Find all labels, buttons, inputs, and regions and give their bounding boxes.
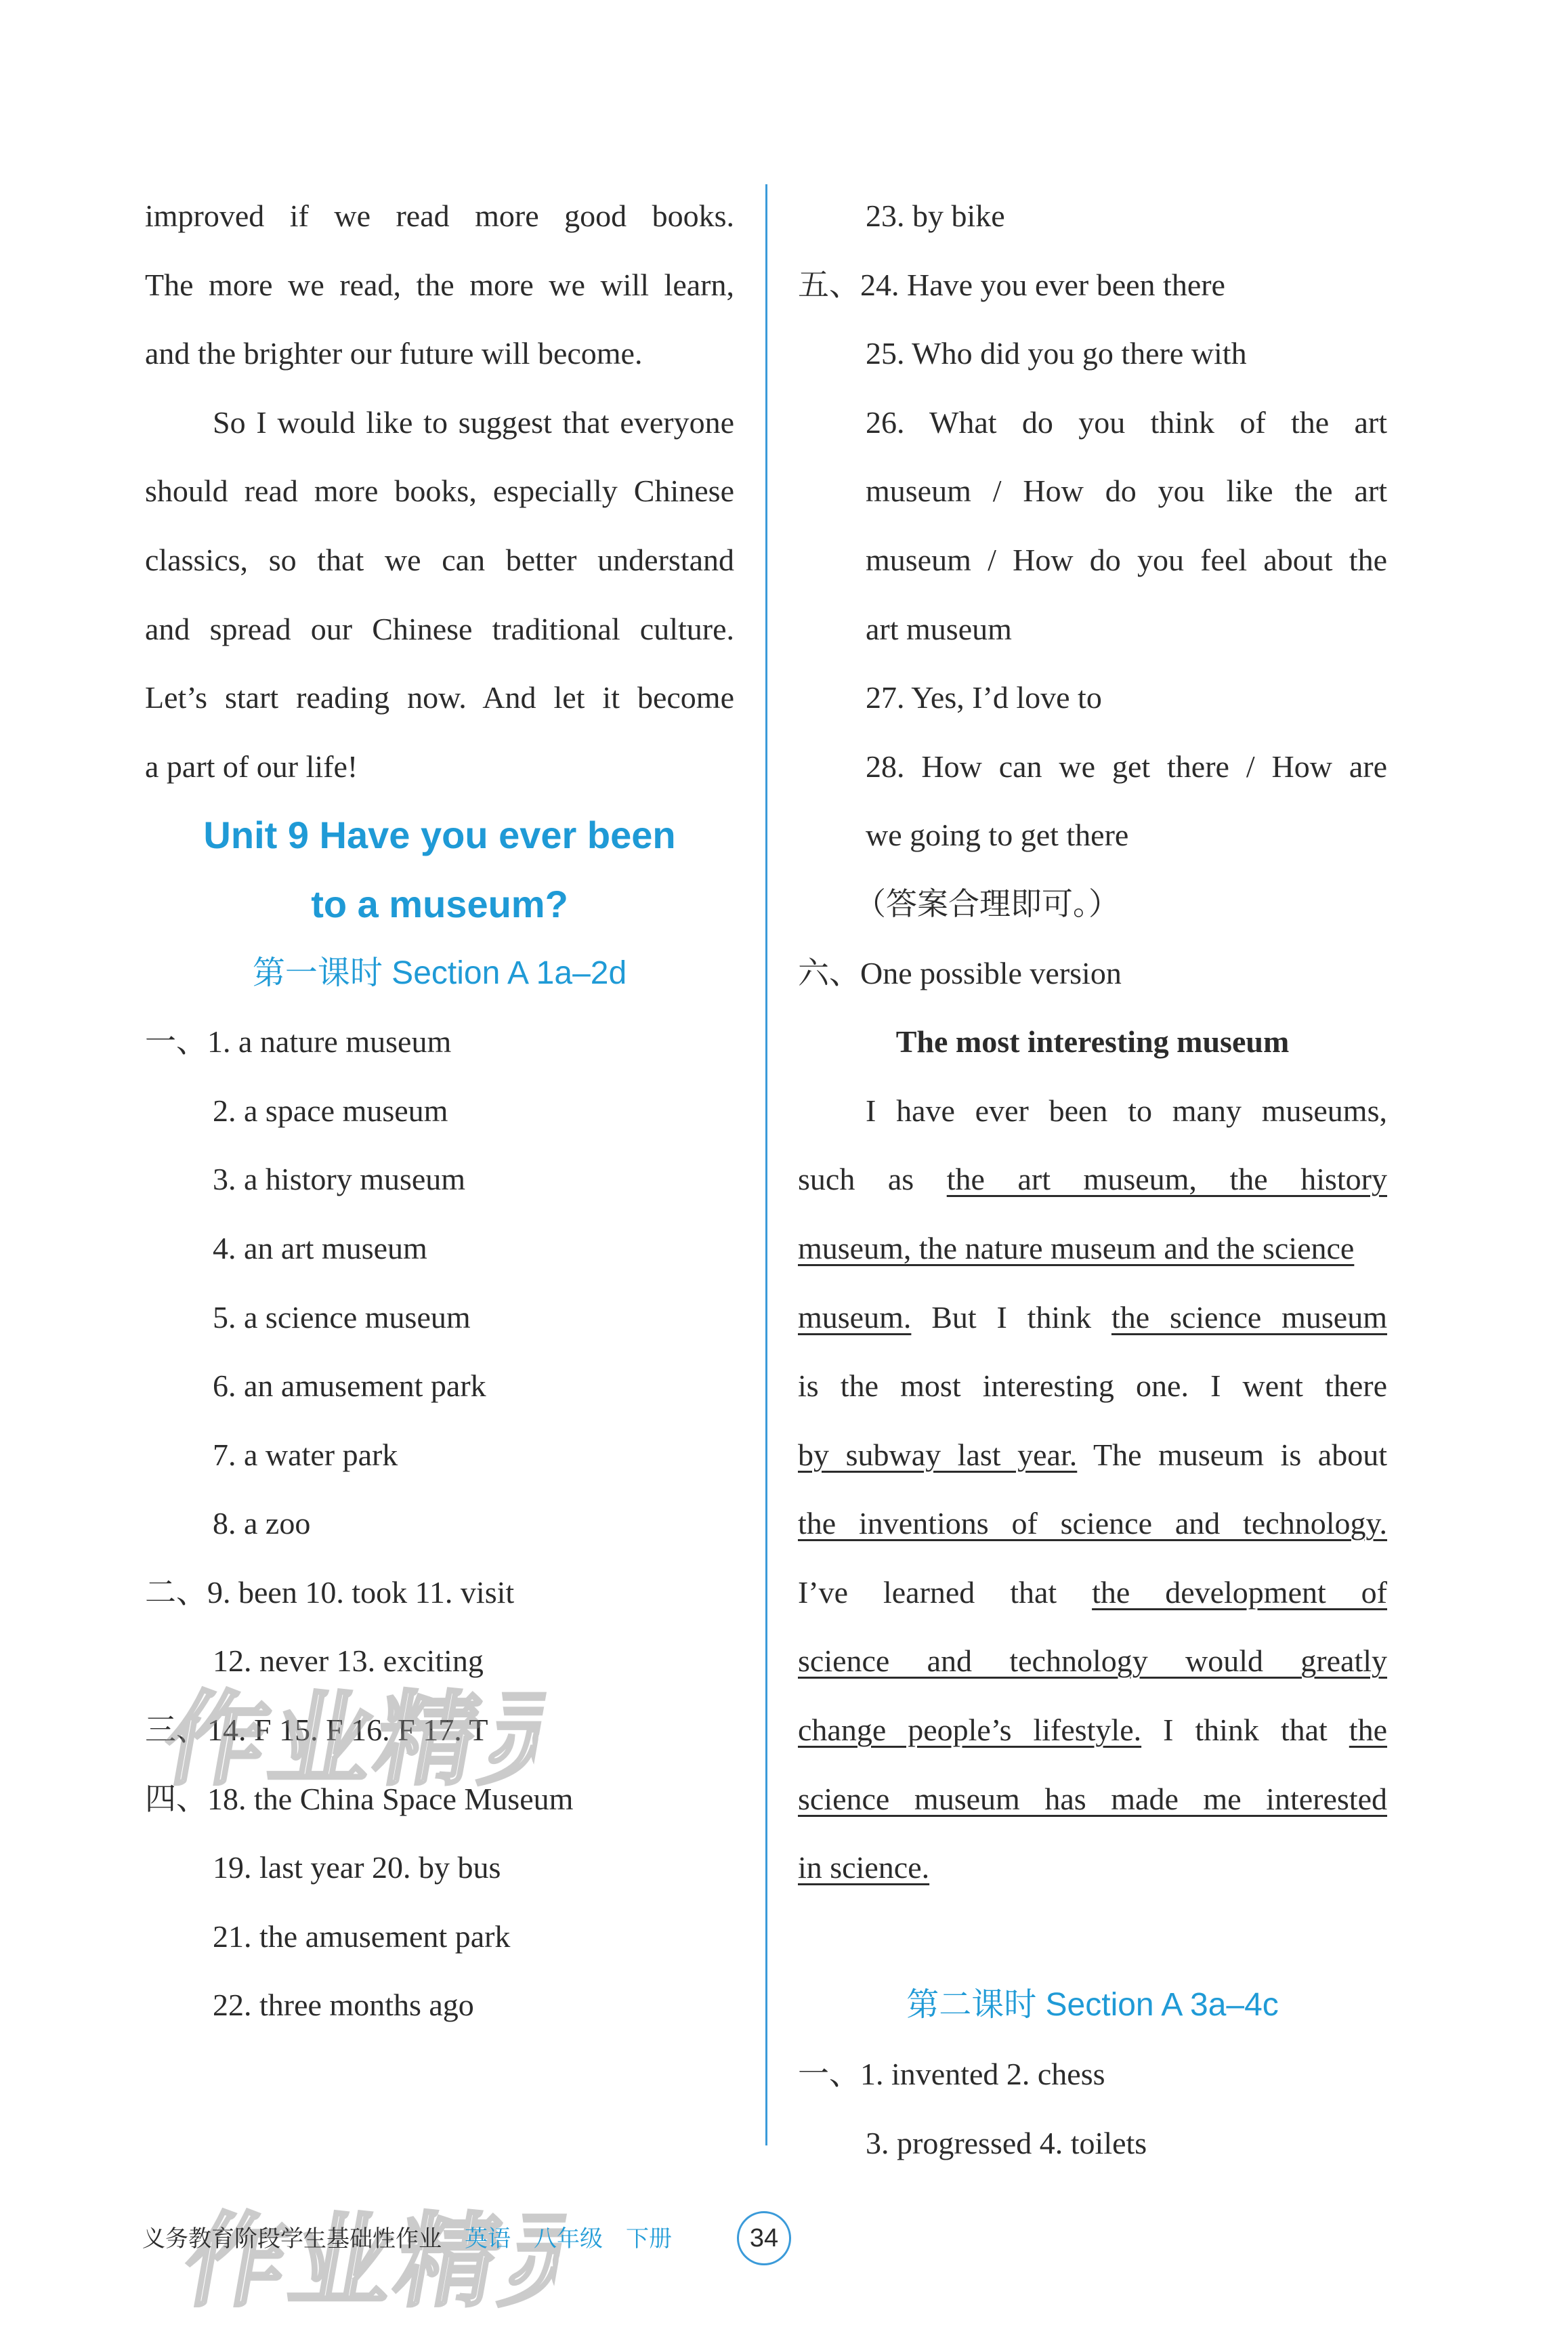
part-one-item: 2. a space museum xyxy=(213,1093,448,1128)
item-text: One possible version xyxy=(860,955,1122,990)
essay-line: is the most interesting one. I went there xyxy=(798,1368,1387,1404)
part-one-item: 3. a history museum xyxy=(213,1162,466,1197)
underlined-text: the science museum xyxy=(1111,1299,1387,1335)
part-prefix: 六、 xyxy=(798,955,860,990)
essay-line xyxy=(798,1833,1387,1902)
answer-line: 27. Yes, I’d love to xyxy=(866,680,1102,715)
essay-line: and spread our Chinese traditional culture. xyxy=(145,611,734,646)
underlined-text: science museum has made me interested xyxy=(798,1781,1387,1816)
underlined-text: the art museum, the history xyxy=(946,1162,1387,1197)
part-four-item: 21. the amusement park xyxy=(213,1919,511,1954)
underlined-text: change people’s lifestyle. xyxy=(798,1713,1142,1748)
essay-line xyxy=(798,1765,1387,1834)
unit-title-line1: Unit 9 Have you ever been xyxy=(203,814,676,857)
part-prefix: 五、 xyxy=(798,267,860,302)
answer-line xyxy=(798,939,1387,1008)
underlined-text: science and technology would greatly xyxy=(798,1643,1387,1679)
essay-line: should read more books, especially Chinese xyxy=(145,474,734,509)
part-two-line: 12. never 13. exciting xyxy=(213,1643,484,1679)
page-number: 34 xyxy=(737,2211,791,2265)
essay-text: I’ve learned that xyxy=(798,1574,1093,1610)
essay-line xyxy=(798,1489,1387,1558)
answer-line: art museum xyxy=(866,611,1012,646)
book-title: 义务教育阶段学生基础性作业 xyxy=(142,2226,442,2252)
underlined-text: the xyxy=(1349,1713,1387,1748)
svg-text:作业精灵: 作业精灵 xyxy=(155,1681,550,1799)
part-four-item: 19. last year 20. by bus xyxy=(213,1850,501,1885)
answer-line: museum / How do you like the art xyxy=(866,474,1387,509)
part-one-item: 8. a zoo xyxy=(213,1506,311,1541)
svg-text:作业精灵: 作业精灵 xyxy=(175,2202,570,2321)
essay-line xyxy=(798,1283,1387,1352)
essay-title: The most interesting museum xyxy=(895,1024,1290,1060)
item-text: 9. been 10. took 11. visit xyxy=(207,1574,515,1610)
essay-text: But I think xyxy=(911,1299,1111,1335)
essay-line: and the brighter our future will become. xyxy=(145,336,643,371)
answer-line xyxy=(798,2040,1387,2109)
answer-line: 28. How can we get there / How are xyxy=(866,749,1387,784)
item-text: 1. invented 2. chess xyxy=(860,2057,1105,2092)
answer-line: 26. What do you think of the art xyxy=(866,404,1387,440)
page-footer xyxy=(142,2215,672,2263)
watermark-logo-icon xyxy=(148,1673,550,1802)
right-column xyxy=(798,182,1387,2177)
footer-volume: 下册 xyxy=(626,2226,672,2252)
essay-line xyxy=(798,1627,1387,1696)
underlined-text: the inventions of science and technology. xyxy=(798,1506,1387,1541)
unit-title-line2: to a museum? xyxy=(311,882,568,925)
part-prefix: 一、 xyxy=(798,2057,860,2092)
essay-line xyxy=(798,1214,1387,1283)
essay-text: I think that xyxy=(1141,1713,1349,1748)
underlined-text: museum. xyxy=(798,1299,912,1335)
answer-line: we going to get there xyxy=(866,818,1129,853)
essay-line: I have ever been to many museums, xyxy=(866,1093,1387,1128)
part-prefix: 四、 xyxy=(145,1781,207,1816)
essay-line: Let’s start reading now. And let it become xyxy=(145,680,734,715)
essay-line xyxy=(798,1696,1387,1765)
item-text: 18. the China Space Museum xyxy=(207,1781,574,1816)
part-one-item: 5. a science museum xyxy=(213,1299,471,1335)
part-prefix: 三、 xyxy=(145,1713,207,1748)
column-divider xyxy=(765,184,767,2145)
part-prefix: 一、 xyxy=(145,1024,207,1060)
underlined-text: by subway last year. xyxy=(798,1437,1078,1472)
essay-line: The more we read, the more we will learn, xyxy=(145,267,734,302)
underlined-text: museum, the nature museum and the science xyxy=(798,1230,1355,1265)
essay-line: a part of our life! xyxy=(145,749,358,784)
part-two-line xyxy=(145,1558,734,1627)
essay-text: such as xyxy=(798,1162,947,1197)
part-one-item: 4. an art museum xyxy=(213,1230,427,1265)
answer-line xyxy=(798,251,1387,320)
underlined-text: in science. xyxy=(798,1850,930,1885)
item-text: 1. a nature museum xyxy=(207,1024,452,1060)
underlined-text: the development of xyxy=(1092,1574,1387,1610)
answer-line: 23. by bike xyxy=(866,198,1005,233)
footer-subject: 英语 xyxy=(465,2226,511,2252)
essay-line xyxy=(798,1558,1387,1627)
lesson-heading: 第二课时 Section A 3a–4c xyxy=(906,1987,1279,2024)
watermark-logo xyxy=(144,1673,550,1826)
essay-line xyxy=(798,1145,1387,1214)
essay-text: The museum is about xyxy=(1077,1437,1387,1472)
essay-line: improved if we read more good books. xyxy=(145,198,734,233)
answer-line: museum / How do you feel about the xyxy=(866,542,1387,577)
answer-note: （答案合理即可。） xyxy=(855,886,1120,921)
lesson-heading: 第一课时 Section A 1a–2d xyxy=(252,955,627,991)
answer-line: 25. Who did you go there with xyxy=(866,336,1247,371)
footer-grade: 八年级 xyxy=(534,2226,603,2252)
answer-line: 3. progressed 4. toilets xyxy=(866,2125,1147,2160)
part-prefix: 二、 xyxy=(145,1574,207,1610)
part-one-item xyxy=(145,1007,734,1076)
part-one-item: 7. a water park xyxy=(213,1437,398,1472)
essay-line: classics, so that we can better understand xyxy=(145,542,734,577)
essay-line: So I would like to suggest that everyone xyxy=(213,404,734,440)
part-four-item: 22. three months ago xyxy=(213,1988,474,2023)
spacer xyxy=(798,1902,1387,1971)
essay-line xyxy=(798,1421,1387,1490)
item-text: 24. Have you ever been there xyxy=(860,267,1225,302)
part-one-item: 6. an amusement park xyxy=(213,1368,486,1404)
item-text: 14. F 15. F 16. F 17. T xyxy=(207,1713,488,1748)
